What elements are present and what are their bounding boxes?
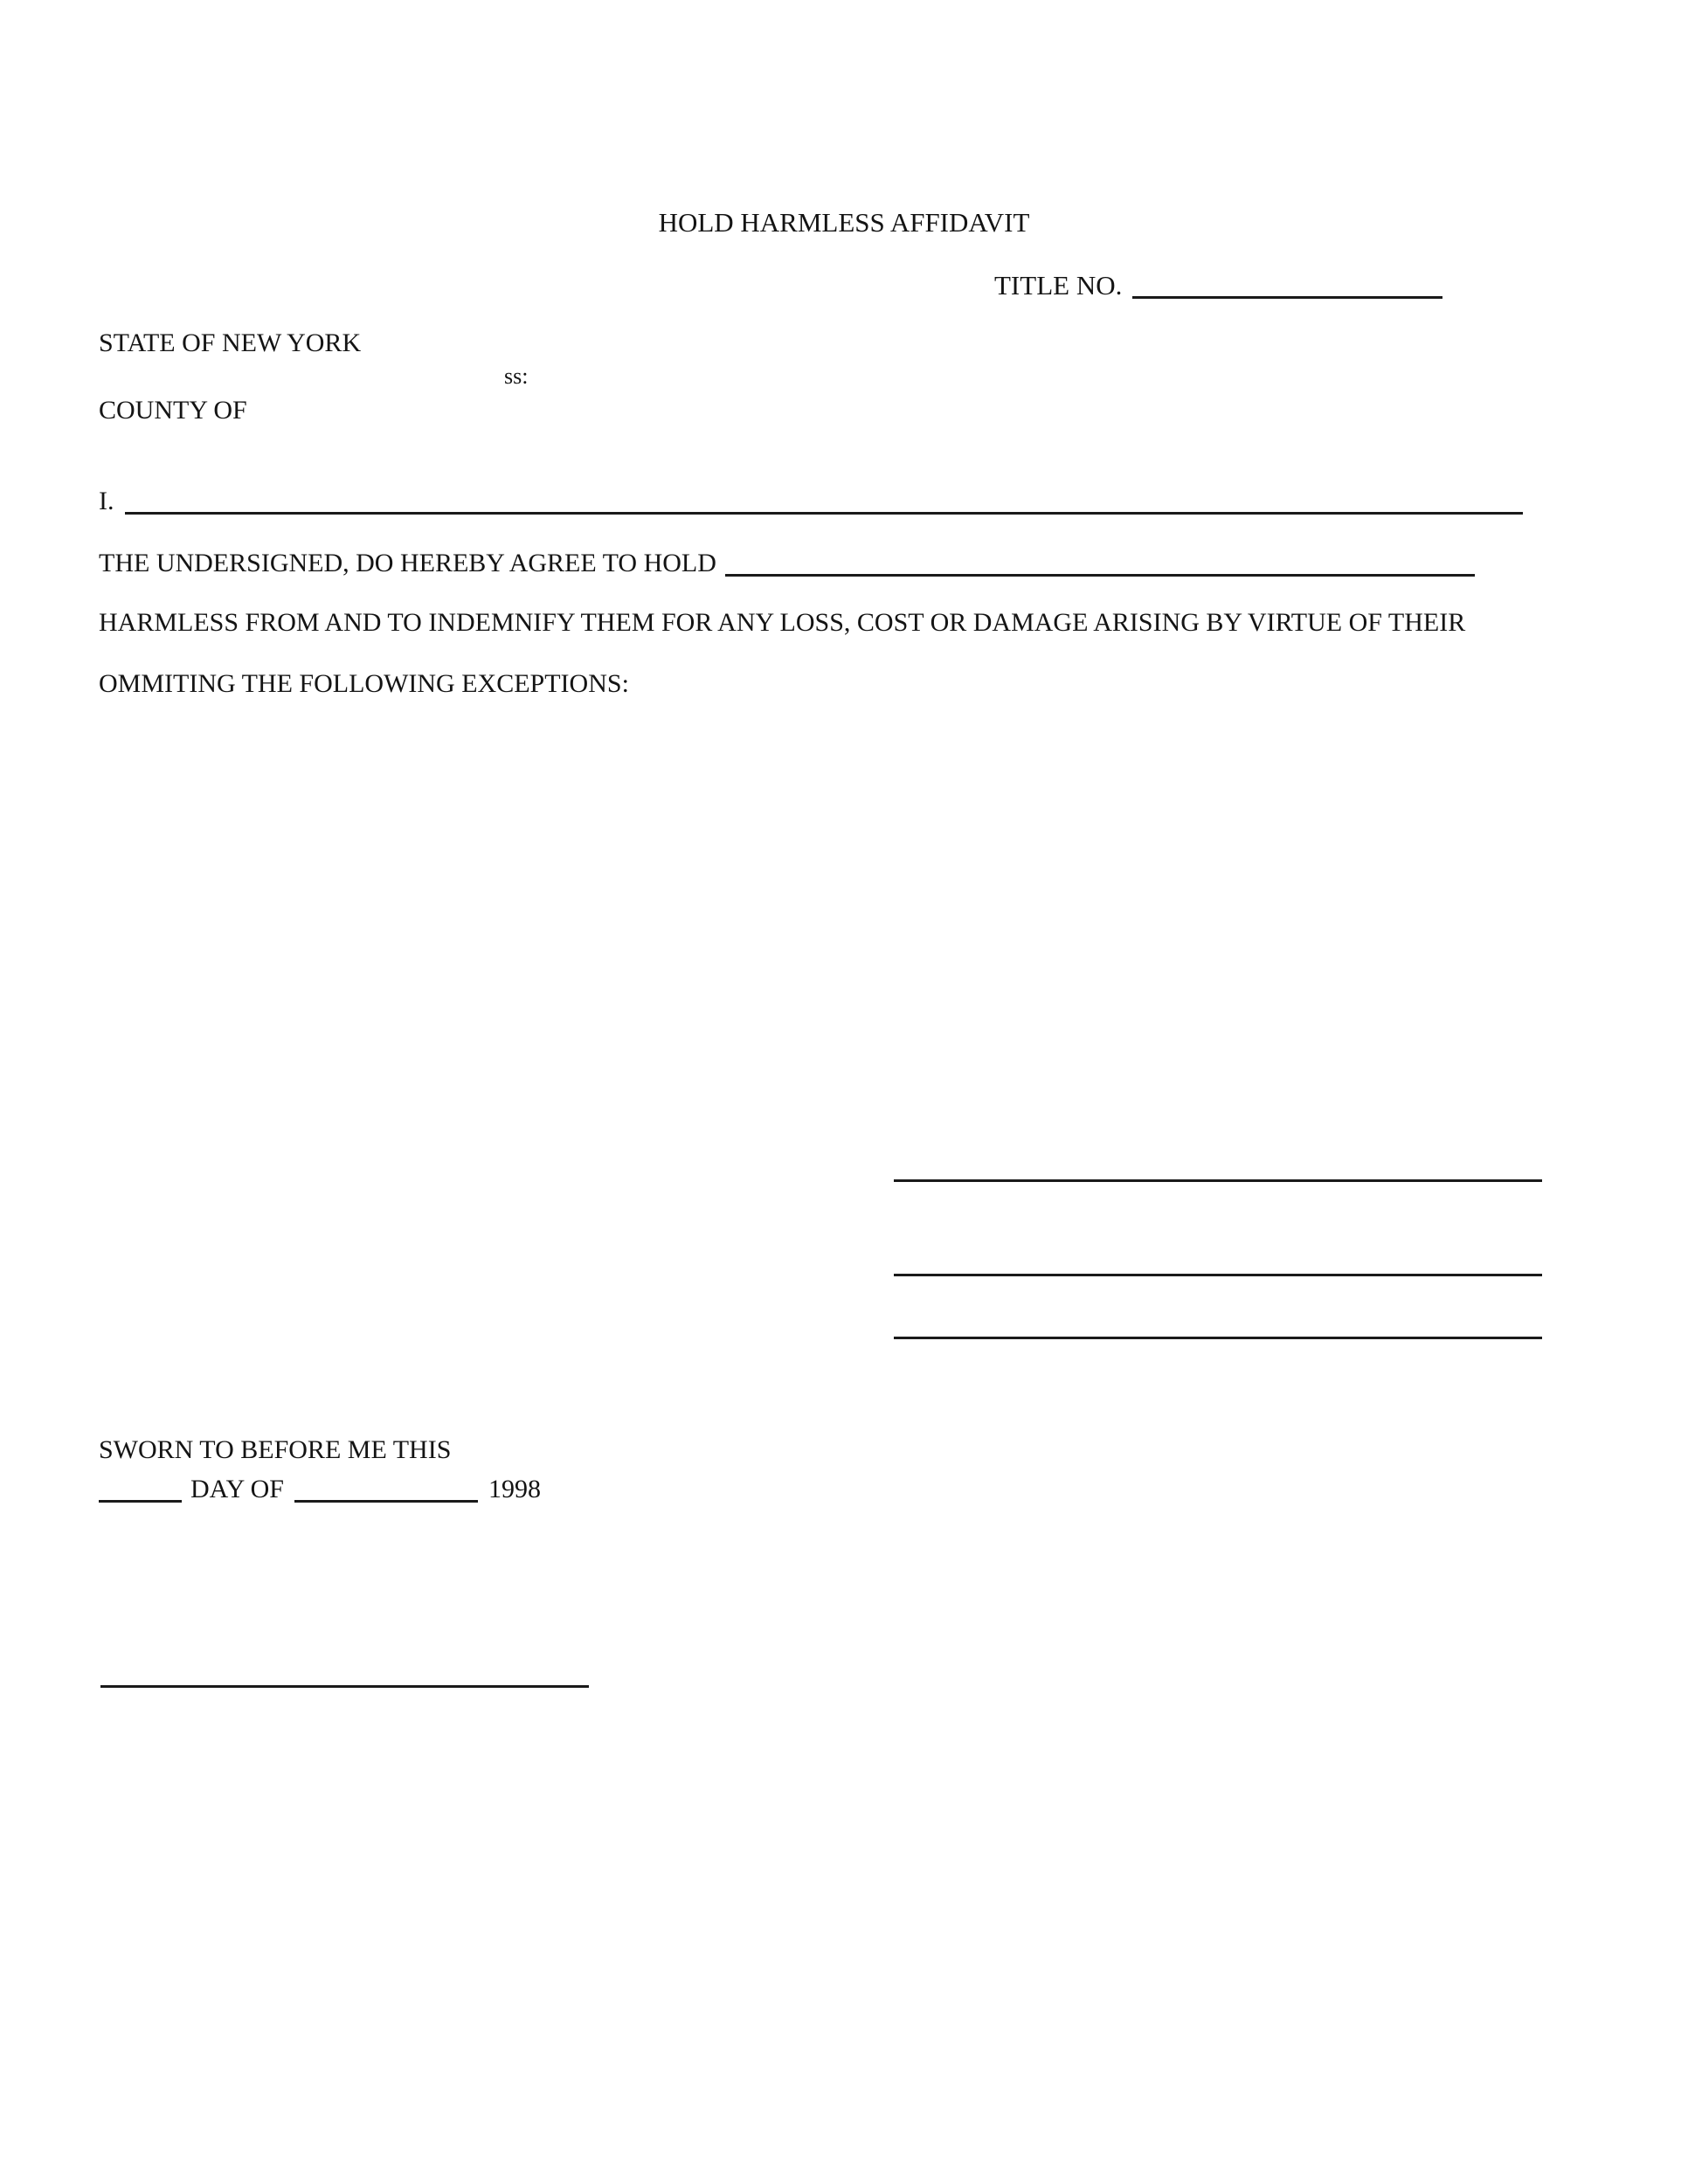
affiant-row [99, 486, 1523, 515]
county-line: COUNTY OF [99, 396, 247, 425]
day-blank[interactable] [99, 1474, 182, 1503]
sworn-line: SWORN TO BEFORE ME THIS [99, 1435, 452, 1464]
agree-row [99, 548, 1475, 577]
day-of-label: DAY OF [190, 1475, 284, 1503]
affiant-name-blank[interactable] [125, 486, 1523, 515]
ss-label: ss: [504, 363, 529, 389]
title-no-row [994, 269, 1442, 299]
signature-line-3[interactable] [894, 1337, 1542, 1339]
notary-signature-line[interactable] [100, 1685, 589, 1688]
affiant-prefix: I. [99, 487, 114, 515]
state-line: STATE OF NEW YORK [99, 328, 362, 357]
title-no-blank[interactable] [1132, 269, 1442, 299]
agree-line: THE UNDERSIGNED, DO HEREBY AGREE TO HOLD [99, 549, 716, 577]
year-label: 1998 [488, 1475, 541, 1503]
harmless-line: HARMLESS FROM AND TO INDEMNIFY THEM FOR ANY LOSS, COST OR DAMAGE ARISING BY VIRTUE OF THEIR [99, 608, 1466, 637]
month-blank[interactable] [294, 1474, 478, 1503]
exceptions-line: OMMITING THE FOLLOWING EXCEPTIONS: [99, 669, 629, 698]
agree-party-blank[interactable] [725, 548, 1475, 577]
signature-line-2[interactable] [894, 1274, 1542, 1276]
signature-line-1[interactable] [894, 1179, 1542, 1182]
jurat-date-row [99, 1474, 541, 1503]
title-no-label: TITLE NO. [994, 270, 1123, 301]
page-title: HOLD HARMLESS AFFIDAVIT [658, 207, 1030, 238]
